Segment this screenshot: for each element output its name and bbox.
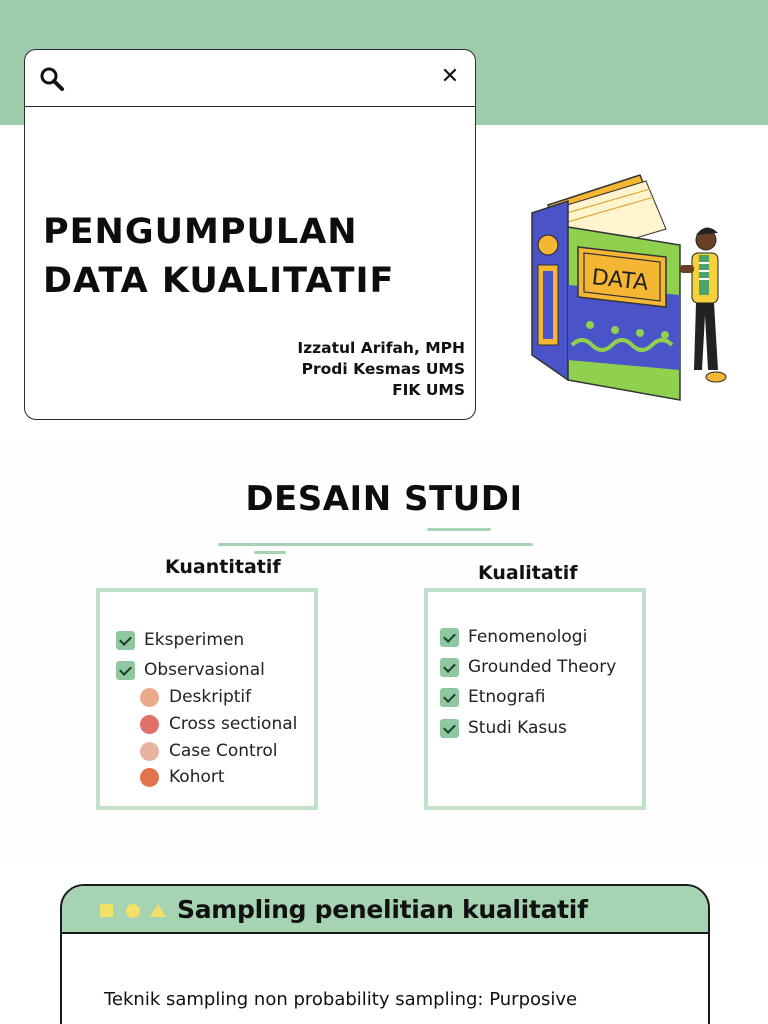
sampling-title: Sampling penelitian kualitatif	[177, 895, 588, 924]
sub-item	[140, 741, 277, 761]
sub-item	[140, 767, 225, 787]
title-underline-accent	[427, 528, 491, 531]
author-program: Prodi Kesmas UMS	[301, 360, 465, 378]
list-item	[440, 627, 587, 647]
checkbox-icon	[440, 719, 459, 738]
search-icon[interactable]	[39, 66, 65, 92]
kuantitatif-heading: Kuantitatif	[165, 556, 281, 578]
item-label: Kohort	[169, 767, 225, 787]
item-label: Deskriptif	[169, 687, 252, 707]
author-faculty: FIK UMS	[392, 381, 465, 399]
author-name: Izzatul Arifah, MPH	[297, 339, 465, 357]
checkbox-icon	[440, 658, 459, 677]
item-label: Studi Kasus	[468, 718, 567, 738]
sub-item	[140, 687, 251, 707]
bullet-dot-icon	[140, 742, 159, 761]
title-line-1: PENGUMPULAN	[43, 212, 358, 252]
checkbox-icon	[440, 628, 459, 647]
title-card	[24, 49, 476, 420]
circle-shape-icon	[126, 904, 140, 918]
sampling-text: Teknik sampling non probability sampling: Purposive	[104, 989, 578, 1010]
triangle-shape-icon	[150, 904, 166, 917]
bullet-dot-icon	[140, 768, 159, 787]
close-icon[interactable]: ✕	[440, 64, 460, 89]
title-underline	[218, 543, 533, 546]
book-label: DATA	[590, 265, 650, 296]
bullet-dot-icon	[140, 688, 159, 707]
sampling-card	[60, 884, 710, 1024]
list-item	[440, 657, 616, 677]
kualitatif-heading: Kualitatif	[478, 562, 578, 584]
search-bar[interactable]	[25, 50, 475, 107]
sub-item	[140, 714, 297, 734]
kuantitatif-box	[96, 588, 318, 810]
item-label: Eksperimen	[144, 630, 245, 650]
list-item	[440, 718, 567, 738]
square-shape-icon	[100, 904, 113, 917]
checkbox-icon	[116, 631, 135, 650]
title-line-2: DATA KUALITATIF	[43, 261, 395, 301]
list-item	[440, 687, 546, 707]
column-accent	[254, 551, 286, 554]
page-title	[43, 208, 463, 306]
sampling-header	[62, 886, 708, 934]
checkbox-icon	[116, 661, 135, 680]
bullet-dot-icon	[140, 715, 159, 734]
author-block	[297, 338, 465, 401]
item-label: Etnografi	[468, 687, 546, 707]
item-label: Cross sectional	[169, 714, 298, 734]
desain-studi-title: DESAIN STUDI	[245, 479, 523, 519]
item-label: Case Control	[169, 741, 278, 761]
desain-studi-slide	[0, 440, 768, 860]
item-label: Grounded Theory	[468, 657, 617, 677]
list-item	[116, 630, 244, 650]
checkbox-icon	[440, 688, 459, 707]
item-label: Observasional	[144, 660, 265, 680]
list-item	[116, 660, 265, 680]
item-label: Fenomenologi	[468, 627, 588, 647]
kualitatif-box	[424, 588, 646, 810]
book-illustration-icon	[520, 165, 735, 410]
